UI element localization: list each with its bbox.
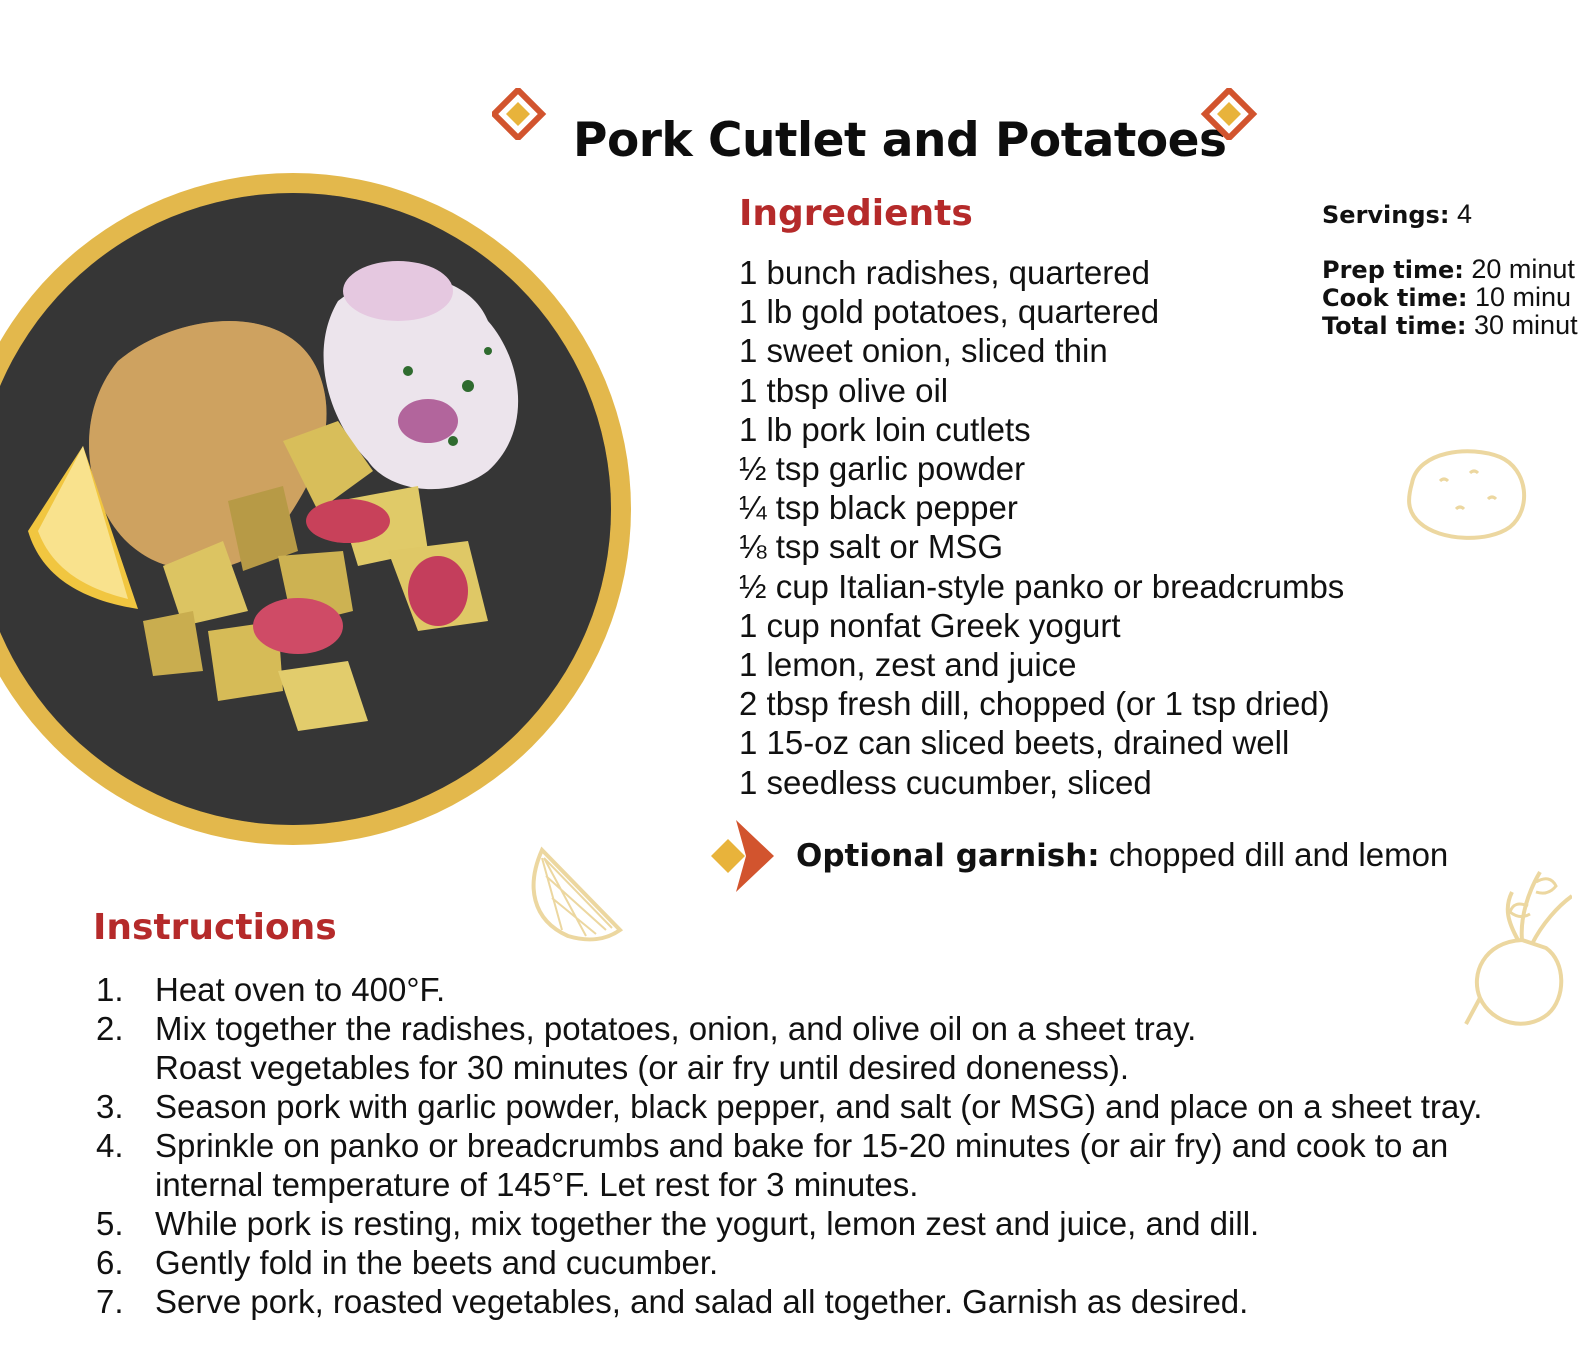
servings-row xyxy=(1322,200,1578,228)
total-time-value: 30 minut xyxy=(1474,310,1578,340)
diamond-ornament-icon xyxy=(1199,88,1261,140)
ingredient-item: 1 lb pork loin cutlets xyxy=(739,410,1031,448)
step-text: Mix together the radishes, potatoes, onion, and olive oil on a sheet tray. Roast vegetables for 30 minutes (or air fry until desired doneness). xyxy=(155,1010,1197,1086)
instructions-heading: Instructions xyxy=(93,907,337,948)
instruction-step xyxy=(96,1009,1225,1087)
step-number: 3. xyxy=(96,1088,124,1125)
step-number: 2. xyxy=(96,1010,124,1047)
ingredient-item: ½ tsp garlic powder xyxy=(739,450,1026,488)
total-time-label: Total time: xyxy=(1322,312,1467,340)
step-text: Gently fold in the beets and cucumber. xyxy=(155,1244,719,1281)
step-text: Heat oven to 400°F. xyxy=(155,971,446,1008)
chevron-diamond-icon xyxy=(708,817,780,895)
prep-time-row xyxy=(1322,255,1578,283)
step-number: 5. xyxy=(96,1205,124,1242)
ingredient-item: 1 bunch radishes, quartered xyxy=(739,254,1150,291)
cook-time-value: 10 minu xyxy=(1475,282,1572,312)
ingredient-item: ¼ tsp black pepper xyxy=(739,489,1018,527)
instructions-list xyxy=(96,970,1576,1321)
step-text: Season pork with garlic powder, black pepper, and salt (or MSG) and place on a sheet tray. xyxy=(155,1088,1483,1125)
lemon-doodle-icon xyxy=(522,846,626,944)
cook-time-row xyxy=(1322,283,1578,311)
ingredient-item: 1 15-oz can sliced beets, drained well xyxy=(739,724,1290,762)
page-title: Pork Cutlet and Potatoes xyxy=(573,113,1227,169)
potato-doodle-icon xyxy=(1400,443,1532,543)
step-number: 4. xyxy=(96,1127,124,1164)
ingredients-heading: Ingredients xyxy=(739,193,973,234)
diamond-ornament-icon xyxy=(492,88,554,140)
prep-time-value: 20 minut xyxy=(1471,254,1575,284)
garnish-value: chopped dill and lemon xyxy=(1108,836,1449,873)
instruction-step xyxy=(96,1126,1525,1204)
ingredient-item: 1 lb gold potatoes, quartered xyxy=(739,293,1160,331)
instruction-step xyxy=(96,1087,1576,1126)
ingredient-item: 1 tbsp olive oil xyxy=(739,371,949,409)
ingredient-item: 1 lemon, zest and juice xyxy=(739,646,1077,684)
recipe-photo xyxy=(0,171,638,847)
garnish-label: Optional garnish: xyxy=(796,838,1100,874)
servings-value: 4 xyxy=(1456,199,1472,229)
instruction-step xyxy=(96,970,1576,1009)
ingredient-item: 1 cup nonfat Greek yogurt xyxy=(739,606,1121,644)
ingredient-item: 1 seedless cucumber, sliced xyxy=(739,763,1152,801)
servings-label: Servings: xyxy=(1322,201,1450,229)
prep-time-label: Prep time: xyxy=(1322,256,1464,284)
recipe-info xyxy=(1322,200,1578,339)
step-text: While pork is resting, mix together the yogurt, lemon zest and juice, and dill. xyxy=(155,1205,1260,1242)
optional-garnish xyxy=(796,836,1448,874)
total-time-row xyxy=(1322,311,1578,339)
ingredient-item: ½ cup Italian-style panko or breadcrumbs xyxy=(739,567,1345,605)
cook-time-label: Cook time: xyxy=(1322,284,1468,312)
step-text: Sprinkle on panko or breadcrumbs and bake for 15-20 minutes (or air fry) and cook to an internal temperature of 145°F. Let rest for 3 minutes. xyxy=(155,1127,1449,1203)
instruction-step xyxy=(96,1204,1576,1243)
step-number: 6. xyxy=(96,1244,124,1281)
instruction-step xyxy=(96,1282,1576,1321)
step-number: 7. xyxy=(96,1283,124,1320)
step-number: 1. xyxy=(96,971,124,1008)
ingredients-list xyxy=(739,253,1344,802)
ingredient-item: ⅛ tsp salt or MSG xyxy=(739,528,1004,566)
ingredient-item: 1 sweet onion, sliced thin xyxy=(739,332,1108,370)
instruction-step xyxy=(96,1243,1576,1282)
ingredient-item: 2 tbsp fresh dill, chopped (or 1 tsp dried) xyxy=(739,685,1330,723)
step-text: Serve pork, roasted vegetables, and salad all together. Garnish as desired. xyxy=(155,1283,1249,1320)
title-bar xyxy=(0,76,1584,169)
